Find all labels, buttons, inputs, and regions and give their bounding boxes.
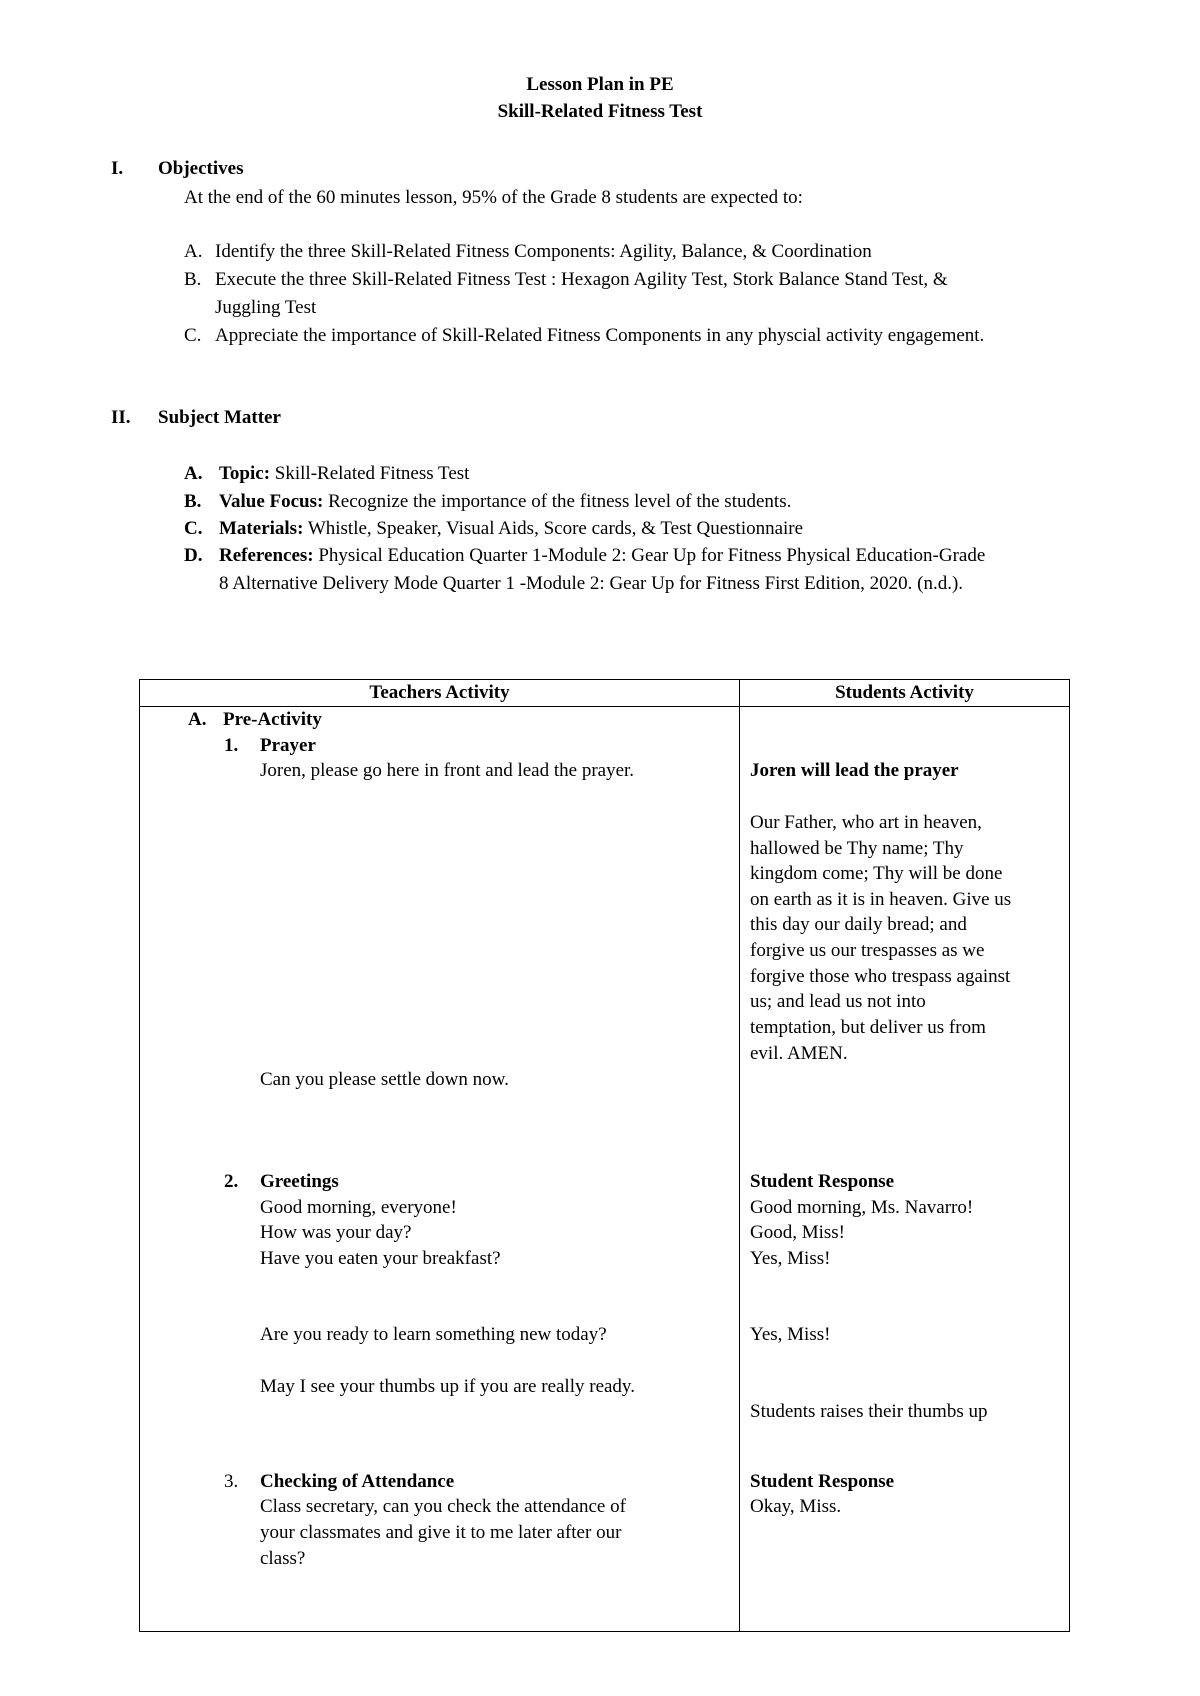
subject-text: Recognize the importance of the fitness level of the students. (328, 491, 792, 512)
prayer-text-line: us; and lead us not into (750, 991, 926, 1012)
table-header-row (140, 680, 1070, 707)
thumbs-up-request: May I see your thumbs up if you are really ready. (260, 1376, 635, 1397)
prayer-text-line: temptation, but deliver us from (750, 1017, 986, 1038)
subject-text: Whistle, Speaker, Visual Aids, Score cards, & Test Questionnaire (307, 518, 804, 539)
prayer-text-line: kingdom come; Thy will be done (750, 863, 1003, 884)
thumbs-up-response: Students raises their thumbs up (750, 1401, 988, 1422)
subject-letter: C. (184, 518, 203, 539)
subject-item (219, 543, 985, 569)
subject-letter: A. (184, 463, 203, 484)
subject-letter: B. (184, 491, 202, 512)
subject-label: Topic: (219, 463, 271, 484)
attendance-teacher-line: Class secretary, can you check the attendance of (260, 1496, 626, 1517)
subject-letter: D. (184, 545, 203, 566)
students-activity-header: Students Activity (740, 680, 1070, 707)
objectives-intro: At the end of the 60 minutes lesson, 95% of the Grade 8 students are expected to: (184, 187, 803, 208)
greeting-teacher-line: Have you eaten your breakfast? (260, 1248, 501, 1269)
greeting-teacher-line: How was your day? (260, 1222, 412, 1243)
document-title: Lesson Plan in PE (526, 74, 674, 95)
greeting-teacher-line: Good morning, everyone! (260, 1197, 457, 1218)
prayer-teacher-line: Joren, please go here in front and lead the prayer. (260, 760, 635, 781)
attendance-number: 3. (224, 1471, 239, 1492)
subject-matter-number: II. (111, 407, 131, 428)
objective-text-continued: Juggling Test (215, 297, 317, 318)
subject-label: Materials: (219, 518, 304, 539)
objective-text: Execute the three Skill-Related Fitness Test : Hexagon Agility Test, Stork Balance Stand Test, & (215, 269, 948, 290)
objectives-number: I. (111, 158, 124, 179)
greetings-heading: Greetings (260, 1171, 339, 1192)
greeting-student-line: Good morning, Ms. Navarro! (750, 1197, 974, 1218)
subject-matter-heading: Subject Matter (158, 407, 281, 428)
subject-label: Value Focus: (219, 491, 324, 512)
objective-letter: B. (184, 269, 202, 290)
greeting-student-line: Good, Miss! (750, 1222, 846, 1243)
greetings-student-heading: Student Response (750, 1171, 895, 1192)
prayer-student-heading: Joren will lead the prayer (750, 760, 959, 781)
subject-item (219, 461, 469, 487)
teacher-cell (140, 707, 740, 1632)
objective-letter: C. (184, 325, 202, 346)
pre-activity-heading: Pre-Activity (223, 709, 322, 730)
attendance-heading: Checking of Attendance (260, 1471, 455, 1492)
prayer-text-line: this day our daily bread; and (750, 914, 967, 935)
document-subtitle: Skill-Related Fitness Test (497, 101, 703, 122)
objective-text: Appreciate the importance of Skill-Related Fitness Components in any physcial activity engagement. (215, 325, 985, 346)
prayer-number: 1. (224, 735, 239, 756)
subject-text: Physical Education Quarter 1-Module 2: Gear Up for Fitness Physical Education-Grade (318, 545, 986, 566)
prayer-text-line: Our Father, who art in heaven, (750, 812, 982, 833)
prayer-text-line: on earth as it is in heaven. Give us (750, 889, 1012, 910)
attendance-teacher-line: your classmates and give it to me later after our (260, 1522, 622, 1543)
settle-down-line: Can you please settle down now. (260, 1069, 509, 1090)
table-row (140, 707, 1070, 1632)
pre-activity-letter: A. (188, 709, 207, 730)
objectives-heading: Objectives (158, 158, 244, 179)
subject-label: References: (219, 545, 314, 566)
subject-item (219, 516, 803, 542)
activity-table (139, 679, 1070, 1632)
ready-question: Are you ready to learn something new today? (260, 1324, 607, 1345)
prayer-text-line: forgive those who trespass against (750, 966, 1011, 987)
subject-text-continued: 8 Alternative Delivery Mode Quarter 1 -Module 2: Gear Up for Fitness First Edition, 2020. (n.d.). (219, 573, 964, 594)
objective-text: Identify the three Skill-Related Fitness Components: Agility, Balance, & Coordination (215, 241, 872, 262)
attendance-student-line: Okay, Miss. (750, 1496, 842, 1517)
attendance-student-heading: Student Response (750, 1471, 895, 1492)
prayer-heading: Prayer (260, 735, 316, 756)
prayer-text-line: forgive us our trespasses as we (750, 940, 985, 961)
objective-letter: A. (184, 241, 203, 262)
prayer-text-line: hallowed be Thy name; Thy (750, 838, 964, 859)
greeting-student-line: Yes, Miss! (750, 1248, 831, 1269)
student-cell (740, 707, 1070, 1632)
attendance-teacher-line: class? (260, 1548, 306, 1569)
subject-text: Skill-Related Fitness Test (274, 463, 470, 484)
prayer-text-line: evil. AMEN. (750, 1043, 848, 1064)
ready-answer: Yes, Miss! (750, 1324, 831, 1345)
greetings-number: 2. (224, 1171, 239, 1192)
subject-item (219, 489, 791, 515)
teachers-activity-header: Teachers Activity (140, 680, 740, 707)
